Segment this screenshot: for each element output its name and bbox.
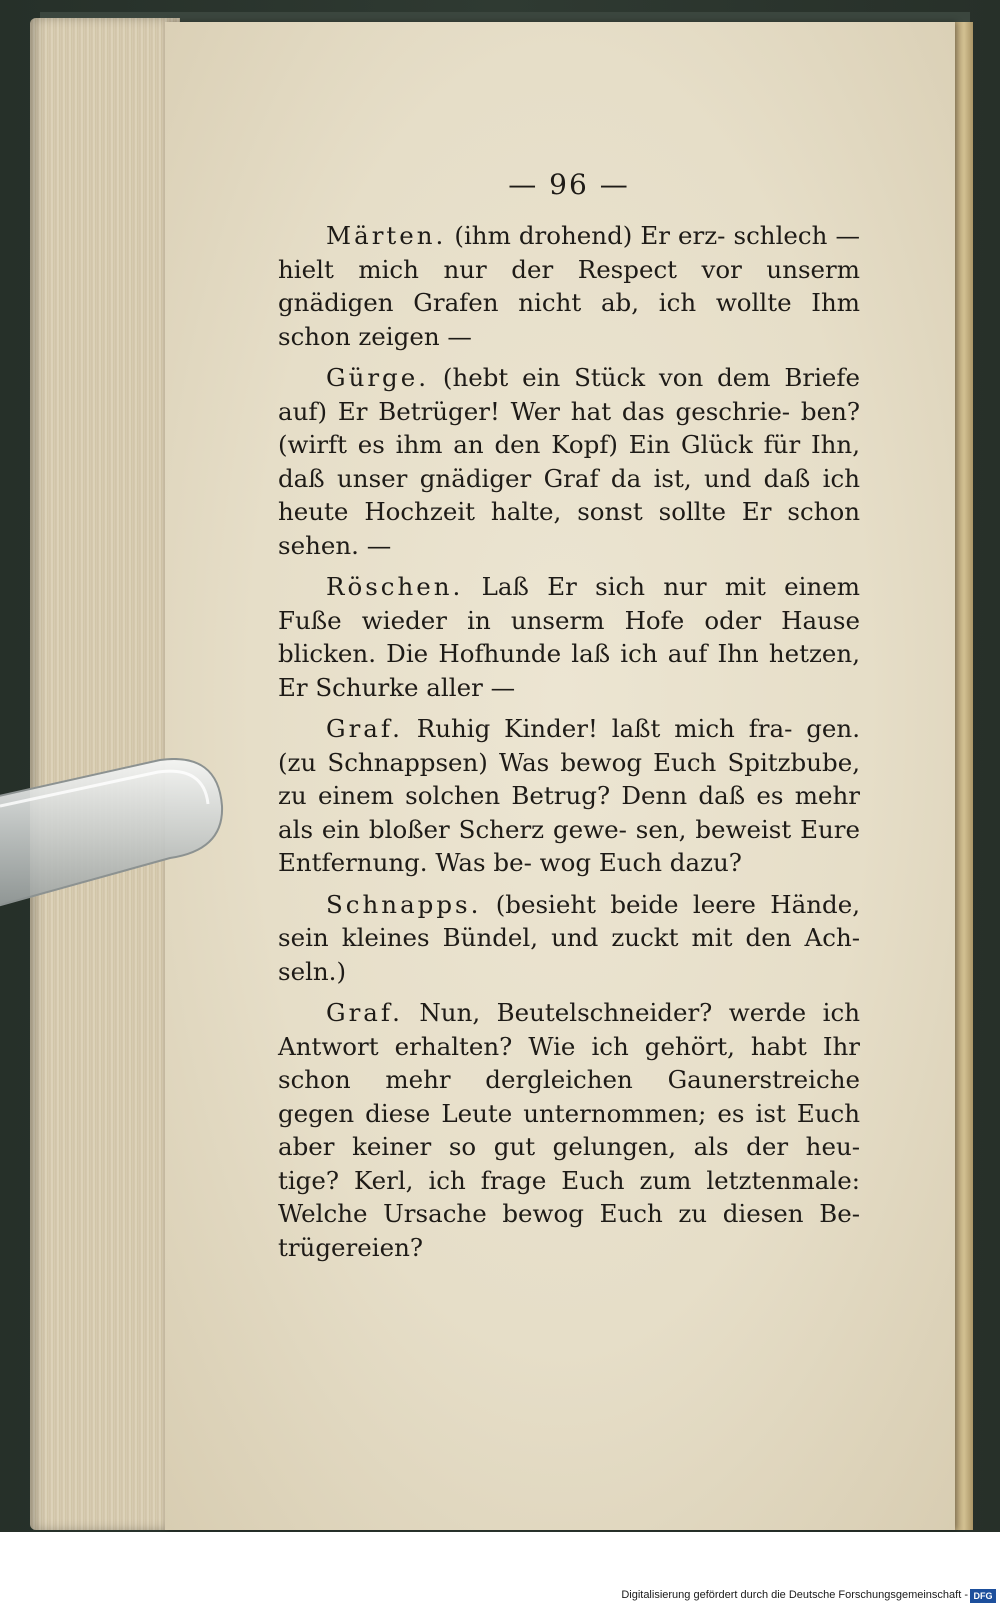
speaker-name: Schnapps.	[326, 889, 482, 919]
dfg-logo-icon: DFG	[970, 1589, 996, 1603]
speaker-name: Graf.	[326, 714, 403, 743]
page-number: — 96 —	[508, 168, 630, 201]
funding-credit: Digitalisierung gefördert durch die Deutsche Forschungsgemeinschaft -	[621, 1589, 968, 1601]
speaker-name: Märten.	[326, 221, 447, 250]
speaker-name: Graf.	[326, 998, 403, 1027]
dialogue-paragraph	[278, 219, 860, 353]
printed-text-block	[278, 165, 860, 1272]
footer-bar	[0, 1532, 1000, 1607]
dialogue-text: (ihm drohend) Er erz- schlech — hielt mich nur der Respect vor unserm gnädigen Grafen nicht ab, ich wollte Ihm schon zeigen —	[278, 221, 860, 351]
dialogue-text: Ruhig Kinder! laßt mich fra- gen. (zu Schnappsen) Was bewog Euch Spitzbube, zu einem solchen Betrug? Denn daß es mehr als ein bloßer Scherz gewe- sen, beweist Eure Entfernung. Was be- wog Euch dazu?	[278, 714, 860, 877]
speaker-name: Gürge.	[326, 363, 430, 392]
book-right-edge	[955, 22, 973, 1530]
dialogue-text: Laß Er sich nur mit einem Fuße wieder in unserm Hofe oder Hause blicken. Die Hofhunde laß ich auf Ihn hetzen, Er Schurke aller —	[278, 572, 860, 702]
dialogue-paragraph	[278, 996, 860, 1264]
dialogue-text: Nun, Beutelschneider? werde ich Antwort erhalten? Wie ich gehört, habt Ihr schon mehr dergleichen Gaunerstreiche gegen diese Leute unternommen; es ist Euch aber keiner so gut gelungen, als der heu- tige? Kerl, ich frage Euch zum letztenmale: Welche Ursache bewog Euch zu diesen Be- trügereien?	[278, 998, 860, 1262]
dialogue-paragraph	[278, 361, 860, 562]
dialogue-text: (besieht beide leere Hände, sein kleines Bündel, und zuckt mit den Ach- seln.)	[278, 889, 860, 986]
dialogue-paragraph	[278, 888, 860, 989]
page-clip-icon	[0, 758, 225, 908]
dialogue-text: (hebt ein Stück von dem Briefe auf) Er Betrüger! Wer hat das geschrie- ben? (wirft es ihm an den Kopf) Ein Glück für Ihn, daß unser gnädiger Graf da ist, und daß ich heute Hochzeit halte, sonst sollte Er schon sehen. —	[278, 363, 860, 560]
dialogue-paragraph	[278, 712, 860, 880]
speaker-name: Röschen.	[326, 572, 464, 601]
dialogue-paragraph	[278, 570, 860, 704]
